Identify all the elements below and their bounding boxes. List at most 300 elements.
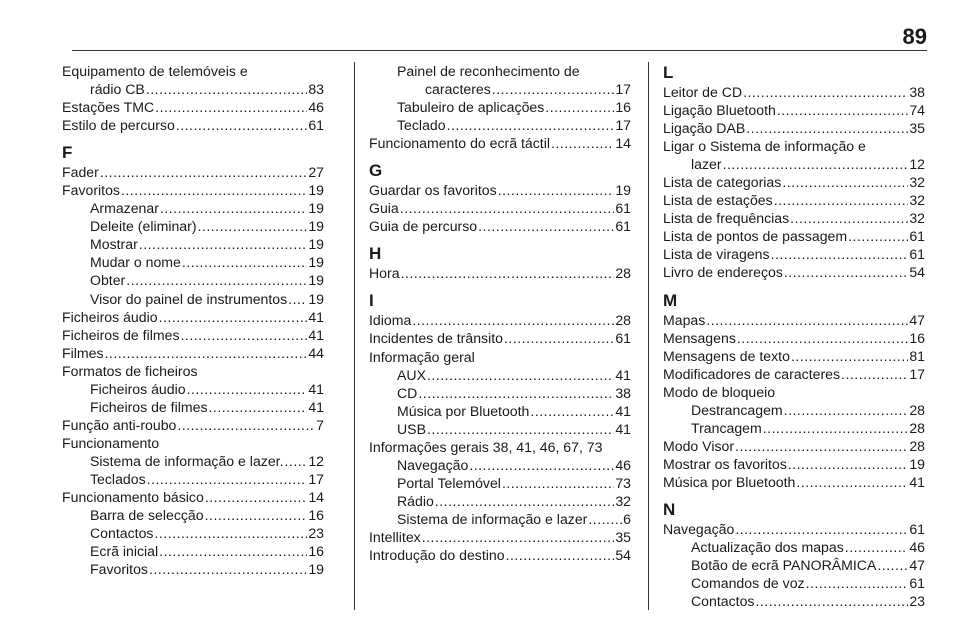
- index-entry-text: Funcionamento básico: [62, 489, 204, 506]
- index-entry[interactable]: [369, 311, 631, 329]
- dot-leader: [492, 80, 615, 98]
- index-entry-row: [62, 116, 324, 134]
- page-number: 89: [902, 24, 927, 49]
- dot-leader: [771, 245, 909, 263]
- index-entry-text-continued: caracteres: [425, 81, 491, 98]
- page-reference: 17: [615, 81, 631, 98]
- dot-leader: [706, 311, 908, 329]
- index-entry-row: [90, 542, 324, 560]
- dot-leader: [478, 217, 614, 235]
- dot-leader: [100, 163, 307, 181]
- page-reference: 19: [308, 236, 324, 253]
- index-entry-row: [397, 420, 631, 438]
- index-entry-text: Obter: [90, 272, 126, 289]
- dot-leader: [530, 402, 614, 420]
- dot-leader: [182, 253, 307, 271]
- index-entry[interactable]: [663, 592, 925, 610]
- index-entry[interactable]: [62, 398, 324, 416]
- index-entry-row: [663, 365, 925, 383]
- dot-leader: [723, 155, 909, 173]
- page-reference: 19: [308, 254, 324, 271]
- index-entry-row: [397, 366, 631, 384]
- page-reference: 14: [615, 135, 631, 152]
- index-entry[interactable]: [62, 290, 324, 308]
- dot-leader: [791, 347, 908, 365]
- index-entry[interactable]: [663, 119, 925, 137]
- index-entry-row: [663, 101, 925, 119]
- index-entry-text: Ficheiros de filmes: [62, 326, 180, 343]
- dot-leader: [588, 510, 622, 528]
- index-entry-row: [90, 217, 324, 235]
- page-reference: 41: [615, 420, 631, 437]
- index-entry[interactable]: [663, 419, 925, 437]
- page-reference: 38: [909, 84, 925, 100]
- dot-leader: [777, 101, 908, 119]
- index-entry-row: [663, 227, 925, 245]
- index-entry-text: Contactos: [691, 593, 755, 610]
- page-reference: 32: [615, 492, 631, 509]
- page-reference: 28: [615, 312, 631, 329]
- index-entry-row: [397, 510, 631, 528]
- index-entry-text: Incidentes de trânsito: [369, 330, 503, 347]
- index-entry[interactable]: [663, 455, 925, 473]
- index-entry-text: Mostrar: [90, 236, 138, 253]
- index-entry-row: [397, 384, 631, 402]
- index-entry-text: USB: [397, 420, 426, 437]
- index-entry-row: [663, 520, 925, 538]
- page-reference: 44: [308, 344, 324, 361]
- page-reference: 17: [615, 117, 631, 134]
- page-reference: 47: [909, 311, 925, 328]
- index-entry[interactable]: [663, 137, 925, 173]
- index-entry[interactable]: [663, 101, 925, 119]
- page-reference: 83: [308, 81, 324, 98]
- index-entry-row: [369, 546, 631, 564]
- index-entry[interactable]: [663, 520, 925, 538]
- index-entry-text: Lista de viragens: [663, 246, 770, 263]
- index-entry[interactable]: [663, 556, 925, 574]
- page-reference: 41: [308, 380, 324, 397]
- index-entry-row: [663, 473, 925, 491]
- page-reference: 41: [308, 398, 324, 415]
- index-entry-text: Modificadores de caracteres: [663, 365, 841, 382]
- index-entry[interactable]: [62, 326, 324, 344]
- index-entry-text: Leitor de CD: [663, 84, 743, 100]
- index-entry-text: Painel de reconhecimento de: [397, 63, 580, 79]
- index-entry-row: [369, 438, 631, 456]
- page-reference: 46: [909, 539, 925, 556]
- index-letter-heading: M: [663, 290, 678, 310]
- index-letter-heading: F: [62, 143, 73, 163]
- page-reference: 61: [615, 330, 631, 347]
- dot-leader: [198, 217, 308, 235]
- index-entry[interactable]: [62, 62, 324, 98]
- index-entry-row: [397, 492, 631, 510]
- index-entry[interactable]: [62, 308, 324, 326]
- dot-leader: [422, 528, 615, 546]
- index-entry[interactable]: [369, 181, 631, 199]
- page-reference: 41: [308, 308, 324, 325]
- index-entry[interactable]: [369, 438, 631, 456]
- dot-leader: [796, 473, 908, 491]
- index-entry-text: Fader: [62, 164, 99, 181]
- dot-leader: [784, 401, 909, 419]
- index-entry[interactable]: [369, 62, 631, 98]
- index-entry[interactable]: [369, 199, 631, 217]
- index-entry-text: Botão de ecrã PANORÂMICA: [691, 557, 877, 574]
- page-reference: 23: [308, 525, 324, 542]
- index-entry[interactable]: [62, 506, 324, 524]
- index-entry-text-continued: rádio CB: [90, 81, 145, 98]
- index-entry[interactable]: [369, 474, 631, 492]
- dot-leader: [187, 380, 308, 398]
- index-entry-row: [90, 452, 324, 470]
- index-entry-text: Ecrã inicial: [90, 543, 159, 560]
- index-entry[interactable]: [663, 311, 925, 329]
- index-letter-heading: I: [369, 291, 374, 311]
- index-entry-continuation: [62, 80, 324, 98]
- page-reference: 32: [909, 192, 925, 209]
- page-reference: 61: [615, 218, 631, 235]
- dot-leader: [159, 542, 307, 560]
- index-entry[interactable]: [369, 510, 631, 528]
- index-entry[interactable]: [663, 173, 925, 191]
- dot-leader: [412, 311, 614, 329]
- index-entry-row: [691, 556, 925, 574]
- index-entry-row: [90, 470, 324, 488]
- index-entry[interactable]: [369, 348, 631, 366]
- index-entry-text: Idioma: [369, 312, 412, 329]
- page-reference: 28: [909, 437, 925, 454]
- index-entry-text: Guardar os favoritos: [369, 182, 497, 199]
- index-entry-text: Sistema de informação e lazer.: [90, 452, 284, 469]
- dot-leader: [285, 452, 308, 470]
- page-reference: 14: [308, 489, 324, 506]
- index-entry[interactable]: [62, 98, 324, 116]
- index-entry-text: Intellitex: [369, 528, 421, 545]
- index-entry-text: Mapas: [663, 311, 706, 328]
- index-entry[interactable]: [369, 420, 631, 438]
- dot-leader: [447, 116, 615, 134]
- dot-leader: [435, 492, 614, 510]
- index-entry[interactable]: [369, 402, 631, 420]
- index-entry-row: [663, 191, 925, 209]
- index-entry[interactable]: [369, 98, 631, 116]
- index-entry-text: Informação geral: [369, 348, 475, 365]
- page-reference: 74: [909, 102, 925, 119]
- index-entry-row: [663, 119, 925, 137]
- index-entry[interactable]: [62, 524, 324, 542]
- dot-leader: [774, 191, 909, 209]
- index-letter-heading: N: [663, 499, 676, 519]
- index-entry[interactable]: [663, 245, 925, 263]
- page-reference: 46: [308, 99, 324, 116]
- index-entry[interactable]: [62, 488, 324, 506]
- index-entry-text: Lista de frequências: [663, 210, 790, 227]
- index-entry[interactable]: [663, 227, 925, 245]
- index-entry-text: Funcionamento: [62, 434, 160, 451]
- index-entry[interactable]: [62, 217, 324, 235]
- dot-leader: [155, 98, 307, 116]
- dot-leader: [147, 470, 308, 488]
- index-entry-row: [90, 380, 324, 398]
- page-reference: 16: [308, 543, 324, 560]
- page-reference: 41: [909, 473, 925, 490]
- index-entry[interactable]: [62, 434, 324, 452]
- index-entry-text: Ligação DAB: [663, 120, 746, 137]
- dot-leader: [551, 134, 614, 152]
- index-entry-row: [90, 235, 324, 253]
- index-entry[interactable]: [62, 470, 324, 488]
- index-entry[interactable]: [663, 191, 925, 209]
- dot-leader: [504, 329, 614, 347]
- dot-leader: [205, 506, 308, 524]
- page-reference: 19: [308, 561, 324, 578]
- page-reference: 81: [909, 347, 925, 364]
- index-entry-text: Armazenar: [90, 200, 159, 217]
- page-reference: 32: [909, 174, 925, 191]
- index-entry-text: Mudar o nome: [90, 254, 181, 271]
- dot-leader: [401, 264, 615, 282]
- dot-leader: [126, 271, 307, 289]
- index-entry[interactable]: [369, 492, 631, 510]
- index-entry-row: [691, 538, 925, 556]
- dot-leader: [146, 80, 307, 98]
- index-column-1: [62, 62, 324, 578]
- index-entry-row: [663, 383, 925, 401]
- dot-leader: [181, 326, 308, 344]
- index-entry-row: [397, 456, 631, 474]
- page-reference: 19: [308, 272, 324, 289]
- index-entry-text: Guia: [369, 200, 399, 217]
- index-entry[interactable]: [62, 542, 324, 560]
- index-entry-row: [62, 98, 324, 116]
- page-reference: 7: [316, 416, 324, 433]
- dot-leader: [205, 488, 308, 506]
- index-entry-text: Lista de categorias: [663, 174, 782, 191]
- page-reference: 61: [615, 200, 631, 217]
- index-entry[interactable]: [369, 546, 631, 564]
- page-reference: 41: [615, 402, 631, 419]
- page-reference: 16: [308, 507, 324, 524]
- index-entry-text: Ficheiros de filmes: [90, 398, 208, 415]
- index-entry[interactable]: [62, 235, 324, 253]
- index-column-3: [663, 62, 925, 610]
- index-entry[interactable]: [369, 456, 631, 474]
- index-entry-text: Função anti-roubo: [62, 416, 177, 433]
- index-entry-row: [62, 362, 324, 380]
- index-entry[interactable]: [663, 437, 925, 455]
- index-entry-text: Ligar o Sistema de informação e: [663, 138, 866, 155]
- index-entry[interactable]: [369, 264, 631, 282]
- index-entry[interactable]: [369, 384, 631, 402]
- index-entry[interactable]: [62, 181, 324, 199]
- dot-leader: [177, 416, 315, 434]
- index-entry[interactable]: [369, 134, 631, 152]
- index-entry[interactable]: [62, 271, 324, 289]
- index-entry-row: [90, 524, 324, 542]
- page-reference: 19: [615, 182, 631, 199]
- index-entry[interactable]: [62, 416, 324, 434]
- page-reference: 12: [909, 156, 925, 173]
- index-entry-row: [62, 181, 324, 199]
- dot-leader: [502, 474, 614, 492]
- index-entry-text: Actualização dos mapas: [691, 539, 844, 556]
- index-entry[interactable]: [663, 538, 925, 556]
- index-letter-heading: H: [369, 244, 382, 264]
- index-entry-text: Livro de endereços: [663, 264, 783, 281]
- dot-leader: [418, 384, 614, 402]
- index-entry-text: AUX: [397, 366, 426, 383]
- dot-leader: [288, 290, 307, 308]
- index-entry[interactable]: [663, 365, 925, 383]
- index-entry-row: [691, 574, 925, 592]
- index-entry[interactable]: [62, 253, 324, 271]
- page-reference: 17: [909, 365, 925, 382]
- dot-leader: [545, 98, 614, 116]
- dot-leader: [755, 592, 908, 610]
- index-entry[interactable]: [62, 380, 324, 398]
- index-entry[interactable]: [663, 574, 925, 592]
- page-reference: 54: [615, 547, 631, 564]
- index-entry-continuation: [663, 155, 925, 173]
- index-letter-heading: L: [663, 63, 674, 82]
- page-reference: 41: [308, 326, 324, 343]
- dot-leader: [841, 365, 908, 383]
- dot-leader: [176, 116, 308, 134]
- index-entry[interactable]: [369, 217, 631, 235]
- index-entry-text: Teclado: [397, 117, 446, 134]
- index-entry-text: Estilo de percurso: [62, 117, 175, 134]
- dot-leader: [105, 344, 308, 362]
- dot-leader: [877, 556, 908, 574]
- index-entry[interactable]: [62, 560, 324, 578]
- index-entry[interactable]: [62, 163, 324, 181]
- page-reference: 28: [615, 265, 631, 282]
- index-entry-row: [397, 98, 631, 116]
- index-entry[interactable]: [369, 528, 631, 546]
- index-entry-row: [663, 455, 925, 473]
- index-entry[interactable]: [369, 366, 631, 384]
- index-entry[interactable]: [62, 344, 324, 362]
- page-reference: 28: [909, 419, 925, 436]
- index-entry[interactable]: [369, 329, 631, 347]
- dot-leader: [746, 119, 908, 137]
- index-entry-row: [62, 416, 324, 434]
- dot-leader: [735, 437, 908, 455]
- index-entry[interactable]: [663, 473, 925, 491]
- index-entry-row: [663, 245, 925, 263]
- page-reference: 61: [909, 246, 925, 263]
- index-entry-text: Rádio: [397, 492, 434, 509]
- index-entry[interactable]: [62, 116, 324, 134]
- index-entry[interactable]: [663, 383, 925, 401]
- index-entry-text: Navegação: [663, 520, 735, 537]
- dot-leader: [848, 227, 908, 245]
- index-entry-row: [62, 434, 324, 452]
- index-entry-text: CD: [397, 384, 418, 401]
- index-entry-row: [369, 329, 631, 347]
- page-reference: 61: [308, 117, 324, 134]
- page-reference: 19: [909, 455, 925, 472]
- index-entry-text: Lista de estações: [663, 192, 773, 209]
- dot-leader: [121, 181, 307, 199]
- index-entry[interactable]: [663, 83, 925, 101]
- index-entry-text: Filmes: [62, 344, 104, 361]
- index-entry[interactable]: [663, 209, 925, 227]
- index-entry-row: [90, 560, 324, 578]
- index-entry-text: Equipamento de telemóveis e: [62, 63, 248, 79]
- index-entry-text: Sistema de informação e lazer: [397, 510, 588, 527]
- dot-leader: [735, 520, 908, 538]
- page-reference: 19: [308, 200, 324, 217]
- index-entry-text: Mensagens de texto: [663, 347, 790, 364]
- dot-leader: [139, 235, 308, 253]
- index-entry-text: Visor do painel de instrumentos: [90, 290, 288, 307]
- dot-leader: [209, 398, 308, 416]
- index-entry[interactable]: [663, 329, 925, 347]
- page-reference: 19: [308, 290, 324, 307]
- index-entry[interactable]: [663, 401, 925, 419]
- index-entry-text: Formatos de ficheiros: [62, 362, 198, 379]
- index-entry-row: [397, 474, 631, 492]
- index-entry-row: [369, 528, 631, 546]
- index-entry-text: Navegação: [397, 456, 469, 473]
- index-entry-text: Funcionamento do ecrã táctil: [369, 135, 550, 152]
- dot-leader: [806, 574, 909, 592]
- page-reference: 19: [308, 218, 324, 235]
- page-reference: 19: [308, 182, 324, 199]
- page-reference: 32: [909, 210, 925, 227]
- index-entry-text: Mostrar os favoritos: [663, 455, 787, 472]
- page-reference: 46: [615, 456, 631, 473]
- index-entry-row: [62, 163, 324, 181]
- page-reference: 35: [615, 528, 631, 545]
- page-reference: 47: [909, 557, 925, 574]
- dot-leader: [506, 546, 615, 564]
- index-entry-text: Lista de pontos de passagem: [663, 228, 848, 245]
- index-entry-text: Tabuleiro de aplicações: [397, 99, 545, 116]
- index-entry[interactable]: [663, 263, 925, 281]
- page-reference: 61: [909, 228, 925, 245]
- dot-leader: [763, 419, 909, 437]
- index-entry-text: Contactos: [90, 525, 154, 542]
- index-entry-row: [663, 347, 925, 365]
- index-entry-row: [663, 83, 925, 101]
- page-reference: 16: [615, 99, 631, 116]
- index-entry-text: Guia de percurso: [369, 218, 478, 235]
- index-entry[interactable]: [62, 199, 324, 217]
- index-entry[interactable]: [663, 347, 925, 365]
- index-entry-row: [369, 348, 631, 366]
- index-entry-text: Favoritos: [90, 561, 148, 578]
- index-entry-row: [369, 264, 631, 282]
- index-entry-text: Favoritos: [62, 182, 120, 199]
- index-entry[interactable]: [62, 452, 324, 470]
- index-entry-row: [90, 253, 324, 271]
- index-entry[interactable]: [62, 362, 324, 380]
- index-entry-row: [397, 402, 631, 420]
- index-entry-row: [663, 173, 925, 191]
- index-entry-text: Ficheiros áudio: [90, 380, 186, 397]
- index-entry-row: [90, 271, 324, 289]
- page-reference: 17: [308, 470, 324, 487]
- page-reference: 54: [909, 264, 925, 281]
- index-entry[interactable]: [369, 116, 631, 134]
- index-entry-text: Música por Bluetooth: [663, 473, 796, 490]
- dot-leader: [160, 199, 307, 217]
- index-entry-row: [369, 181, 631, 199]
